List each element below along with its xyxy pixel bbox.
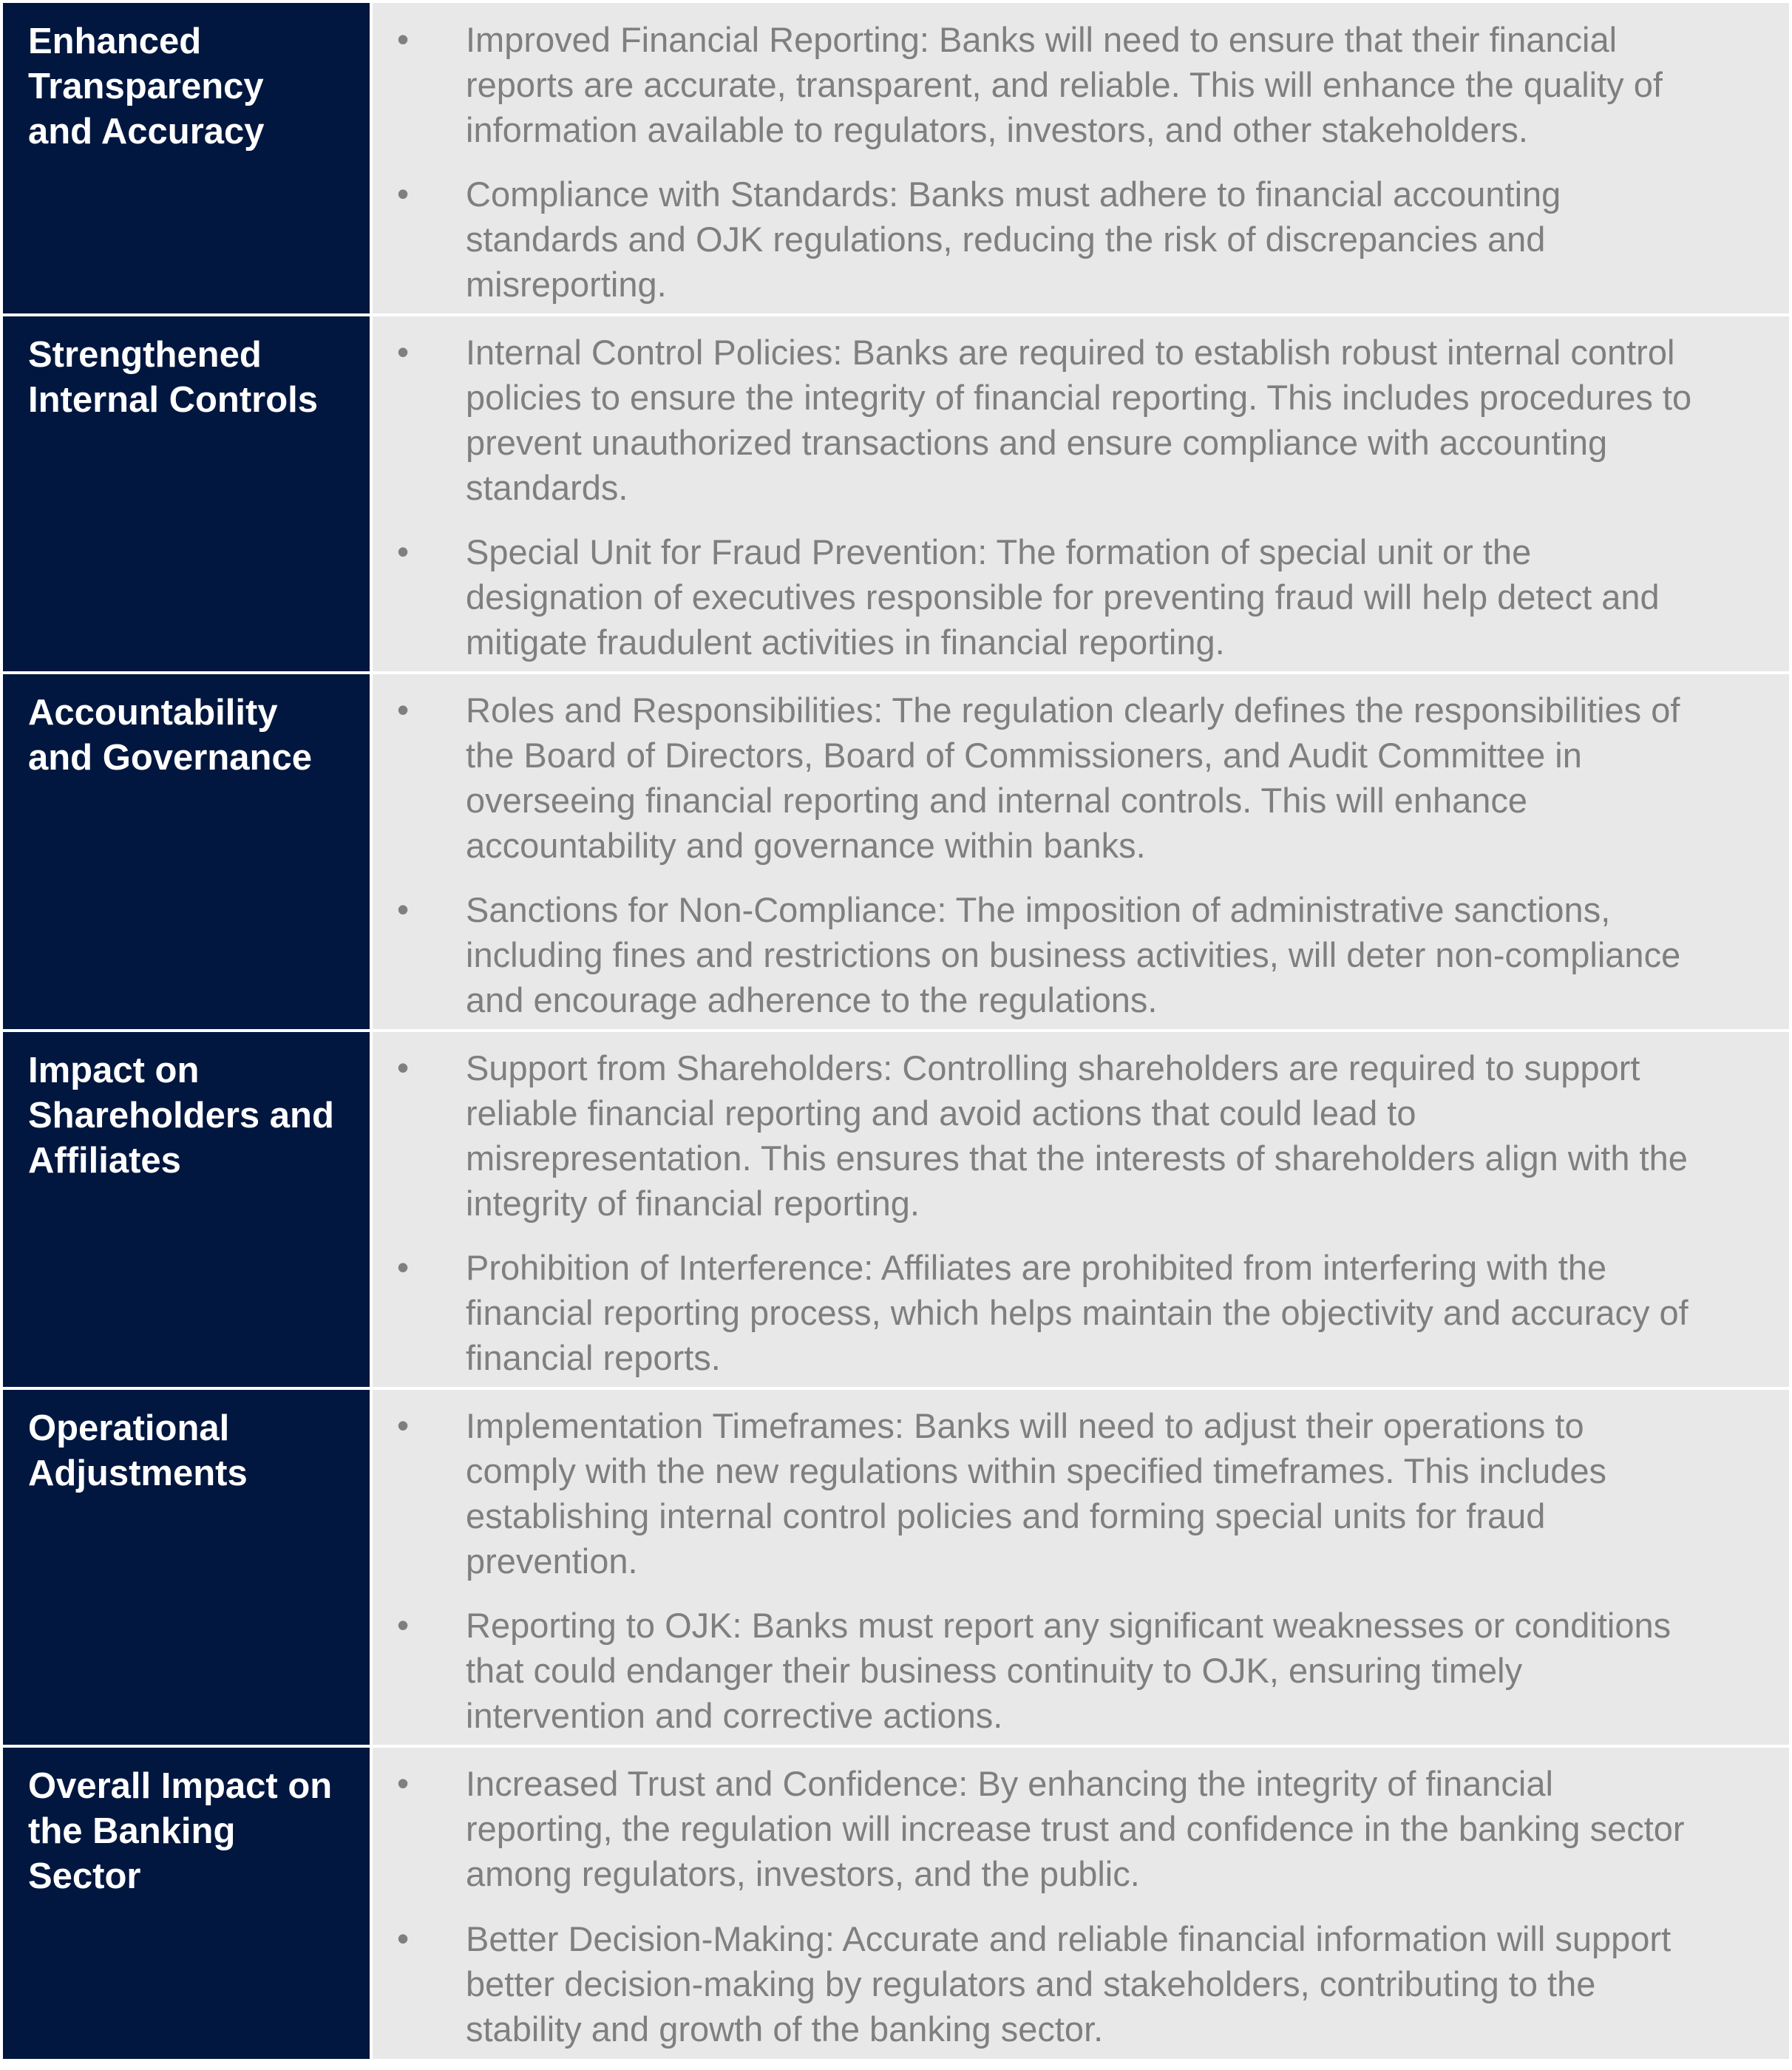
- bullet-icon: •: [397, 20, 410, 58]
- row-content: [373, 1032, 1789, 1387]
- row-content: [373, 316, 1789, 671]
- row-content: [373, 1748, 1789, 2059]
- bullet-text: Internal Control Policies: Banks are required to establish robust internal control policies to ensure the integrity of financial reporting. This includes procedures to prevent unauthorized transactions and ensure compliance with accounting standards.: [466, 333, 1692, 507]
- bullet-icon: •: [397, 1248, 410, 1286]
- bullet-text: Prohibition of Interference: Affiliates are prohibited from interfering with the financial reporting process, which helps maintain the objectivity and accuracy of financial reports.: [466, 1248, 1689, 1377]
- row-content: [373, 1390, 1789, 1745]
- bullet-text: Reporting to OJK: Banks must report any significant weaknesses or conditions that could endanger their business continuity to OJK, ensuring timely intervention and corrective actions.: [466, 1606, 1671, 1735]
- bullet-text: Increased Trust and Confidence: By enhancing the integrity of financial reporting, the regulation will increase trust and confidence in the banking sector among regulators, investors, and the public.: [466, 1764, 1685, 1893]
- bullet-icon: •: [397, 532, 410, 571]
- row-heading: Overall Impact on the Banking Sector: [3, 1748, 370, 2059]
- bullet-icon: •: [397, 1764, 410, 1802]
- bullet-text: Improved Financial Reporting: Banks will need to ensure that their financial reports are accurate, transparent, and reliable. This will enhance the quality of information available to regulators, investors, and other stakeholders.: [466, 20, 1663, 149]
- bullet-text: Implementation Timeframes: Banks will need to adjust their operations to comply with the new regulations within specified timeframes. This includes establishing internal control policies and forming special units for fraud prevention.: [466, 1406, 1606, 1581]
- table-row: [0, 1390, 1792, 1745]
- bullet-text: Support from Shareholders: Controlling shareholders are required to support reliable financial reporting and avoid actions that could lead to misrepresentation. This ensures that the interests of shareholders align with the integrity of financial reporting.: [466, 1048, 1688, 1223]
- bullet-text: Compliance with Standards: Banks must adhere to financial accounting standards and OJK regulations, reducing the risk of discrepancies and misreporting.: [466, 174, 1561, 304]
- row-heading: Strengthened Internal Controls: [3, 316, 370, 671]
- bullet-text: Better Decision-Making: Accurate and reliable financial information will support better decision-making by regulators and stakeholders, contributing to the stability and growth of the banking sector.: [466, 1919, 1671, 2049]
- bullet-icon: •: [397, 1406, 410, 1445]
- bullet-icon: •: [397, 690, 410, 729]
- table-row: [0, 1748, 1792, 2059]
- bullet-icon: •: [397, 333, 410, 371]
- table-row: [0, 3, 1792, 313]
- bullet-icon: •: [397, 1919, 410, 1958]
- row-heading: Accountability and Governance: [3, 674, 370, 1029]
- bullet-icon: •: [397, 1606, 410, 1644]
- bullet-icon: •: [397, 1048, 410, 1087]
- bullet-text: Sanctions for Non-Compliance: The imposition of administrative sanctions, including fines and restrictions on business activities, will deter non-compliance and encourage adherence to the regulations.: [466, 890, 1681, 1019]
- bullet-icon: •: [397, 890, 410, 929]
- row-heading: Enhanced Transparency and Accuracy: [3, 3, 370, 313]
- row-heading: Impact on Shareholders and Affiliates: [3, 1032, 370, 1387]
- row-content: [373, 3, 1789, 313]
- bullet-icon: •: [397, 174, 410, 213]
- table-row: [0, 316, 1792, 671]
- row-content: [373, 674, 1789, 1029]
- table-row: [0, 674, 1792, 1029]
- bullet-text: Roles and Responsibilities: The regulation clearly defines the responsibilities of the Board of Directors, Board of Commissioners, and Audit Committee in overseeing financial reporting and internal controls. This will enhance accountability and governance within banks.: [466, 690, 1680, 865]
- row-heading: Operational Adjustments: [3, 1390, 370, 1745]
- bullet-text: Special Unit for Fraud Prevention: The formation of special unit or the designation of executives responsible for preventing fraud will help detect and mitigate fraudulent activities in financial reporting.: [466, 532, 1660, 662]
- table-row: [0, 1032, 1792, 1387]
